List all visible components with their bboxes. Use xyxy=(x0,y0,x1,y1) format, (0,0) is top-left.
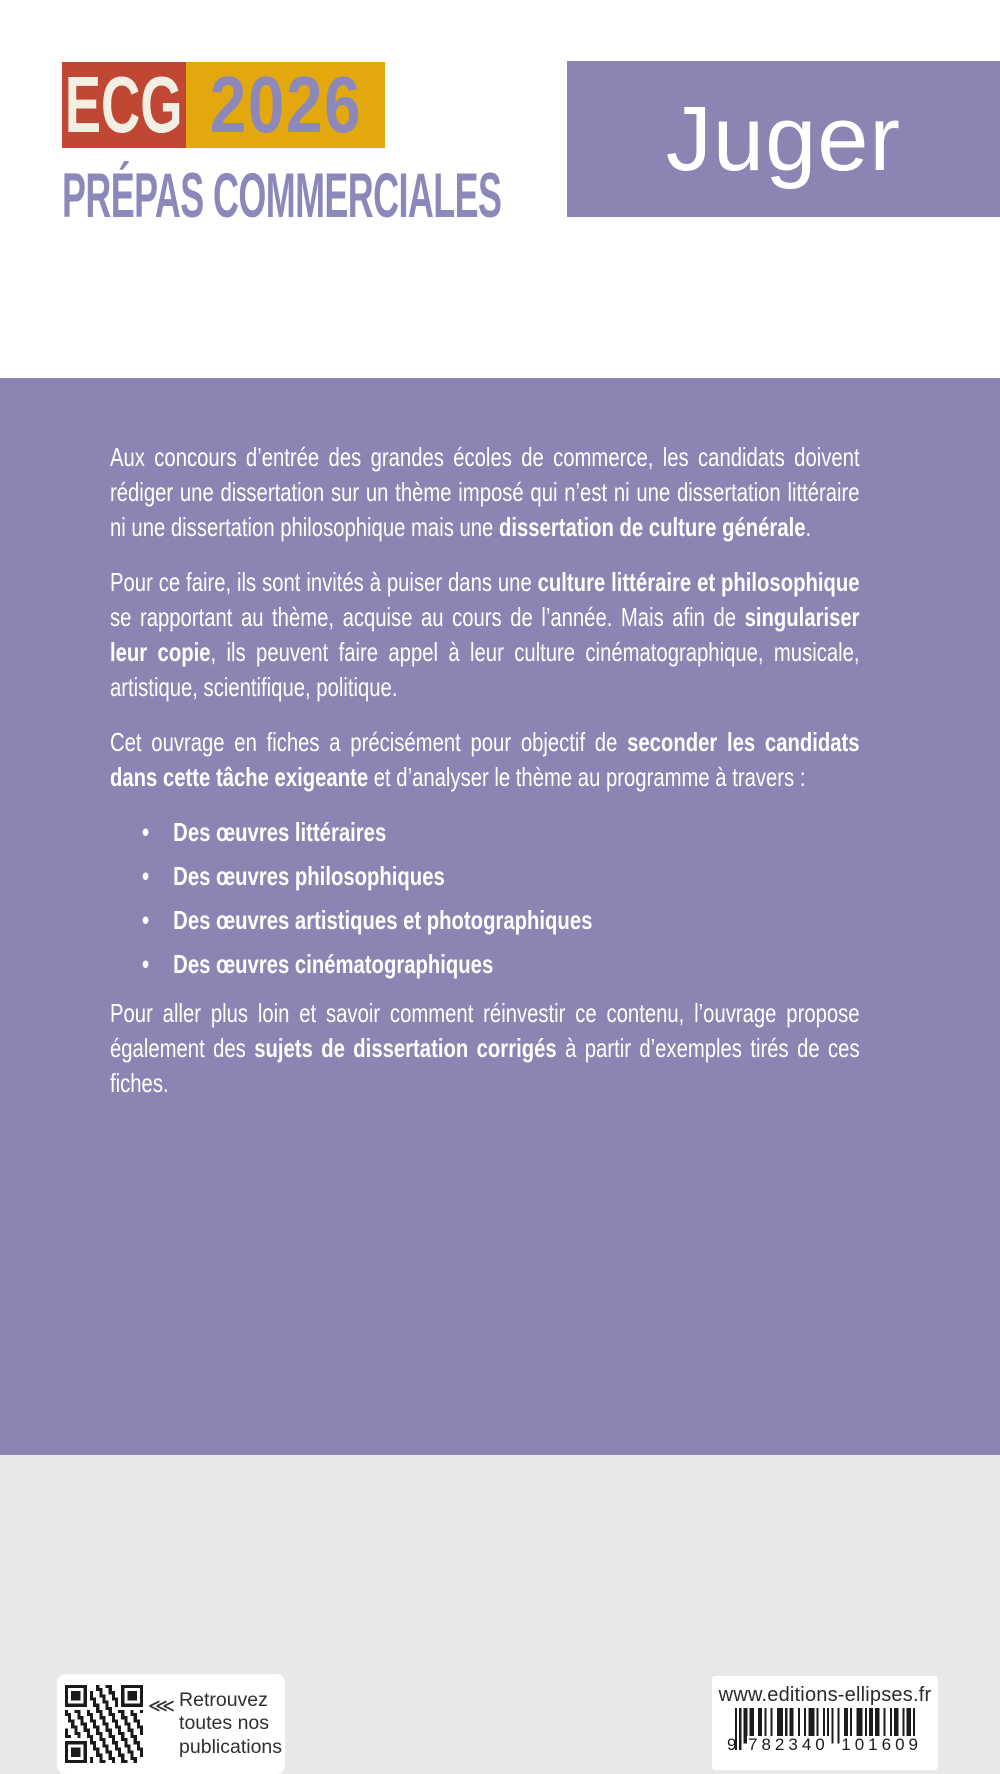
logo-ecg-label: ECG xyxy=(65,60,183,149)
bullet-list xyxy=(110,815,860,982)
paragraph-3-text: Cet ouvrage en fiches a précisément pour objectif de xyxy=(110,727,628,757)
paragraph-1 xyxy=(110,440,860,545)
list-item-label: Des œuvres cinématographiques xyxy=(173,949,494,979)
paragraph-2-bold-1: culture littéraire et philosophique xyxy=(537,567,860,597)
paragraph-4-text: Pour aller plus loin et savoir comment réinvestir ce contenu, l’ouvrage propose également des xyxy=(110,998,860,1063)
paragraph-2-text-mid: se rapportant au thème, acquise au cours de l’année. Mais afin de xyxy=(110,602,745,632)
logo-year-block xyxy=(186,62,385,148)
back-cover-body xyxy=(0,378,1000,1758)
ean-prefix: 9 xyxy=(727,1735,737,1754)
paragraph-2-text-end: , ils peuvent faire appel à leur culture cinématographique, musicale, artistique, scientifique, politique. xyxy=(110,637,860,702)
qr-code-icon xyxy=(65,1685,143,1763)
paragraph-4 xyxy=(110,996,860,1101)
body-content xyxy=(110,440,860,1121)
paragraph-4-text-end: à partir d’exemples tirés de ces fiches. xyxy=(110,1033,860,1098)
list-item xyxy=(110,903,860,938)
paragraph-1-bold: dissertation de culture générale xyxy=(498,512,806,542)
paragraph-1-text: Aux concours d’entrée des grandes écoles de commerce, les candidats doivent rédiger une dissertation sur un thème imposé qui n’est ni une dissertation littéraire ni une dissertation philosophique mais une xyxy=(110,442,860,542)
paragraph-1-text-end: . xyxy=(805,512,812,542)
paragraph-3-bold: seconder les candidats dans cette tâche exigeante xyxy=(110,727,860,792)
paragraph-4-bold: sujets de dissertation corrigés xyxy=(254,1033,557,1063)
publications-box xyxy=(57,1674,285,1774)
paragraph-2-bold-2: singulariser leur copie xyxy=(110,602,860,667)
list-item-label: Des œuvres artistiques et photographiques xyxy=(173,905,593,935)
cover-title: Juger xyxy=(665,87,902,190)
ean-group1: 782340 xyxy=(748,1735,829,1754)
paragraph-2-text: Pour ce faire, ils sont invités à puiser dans une xyxy=(110,567,538,597)
chevrons-icon: ⋘ xyxy=(148,1694,176,1717)
paragraph-3-text-end: et d’analyser le thème au programme à travers : xyxy=(368,762,806,792)
logo-ecg-block xyxy=(62,62,186,148)
list-item xyxy=(110,859,860,894)
list-item-label: Des œuvres philosophiques xyxy=(173,861,445,891)
logo-year-label: 2026 xyxy=(209,60,362,149)
isbn-box xyxy=(712,1676,938,1770)
paragraph-2 xyxy=(110,565,860,705)
ean-group2: 101609 xyxy=(841,1735,922,1754)
list-item-label: Des œuvres littéraires xyxy=(173,817,387,847)
publications-caption: Retrouvez toutes nos publications xyxy=(179,1688,283,1758)
list-item xyxy=(110,947,860,982)
ean-digits xyxy=(727,1736,923,1754)
list-item xyxy=(110,815,860,850)
logo-subtitle: PRÉPAS COMMERCIALES xyxy=(62,161,502,231)
paragraph-3 xyxy=(110,725,860,795)
website-label: www.editions-ellipses.fr xyxy=(718,1684,932,1706)
title-band xyxy=(567,61,1000,217)
